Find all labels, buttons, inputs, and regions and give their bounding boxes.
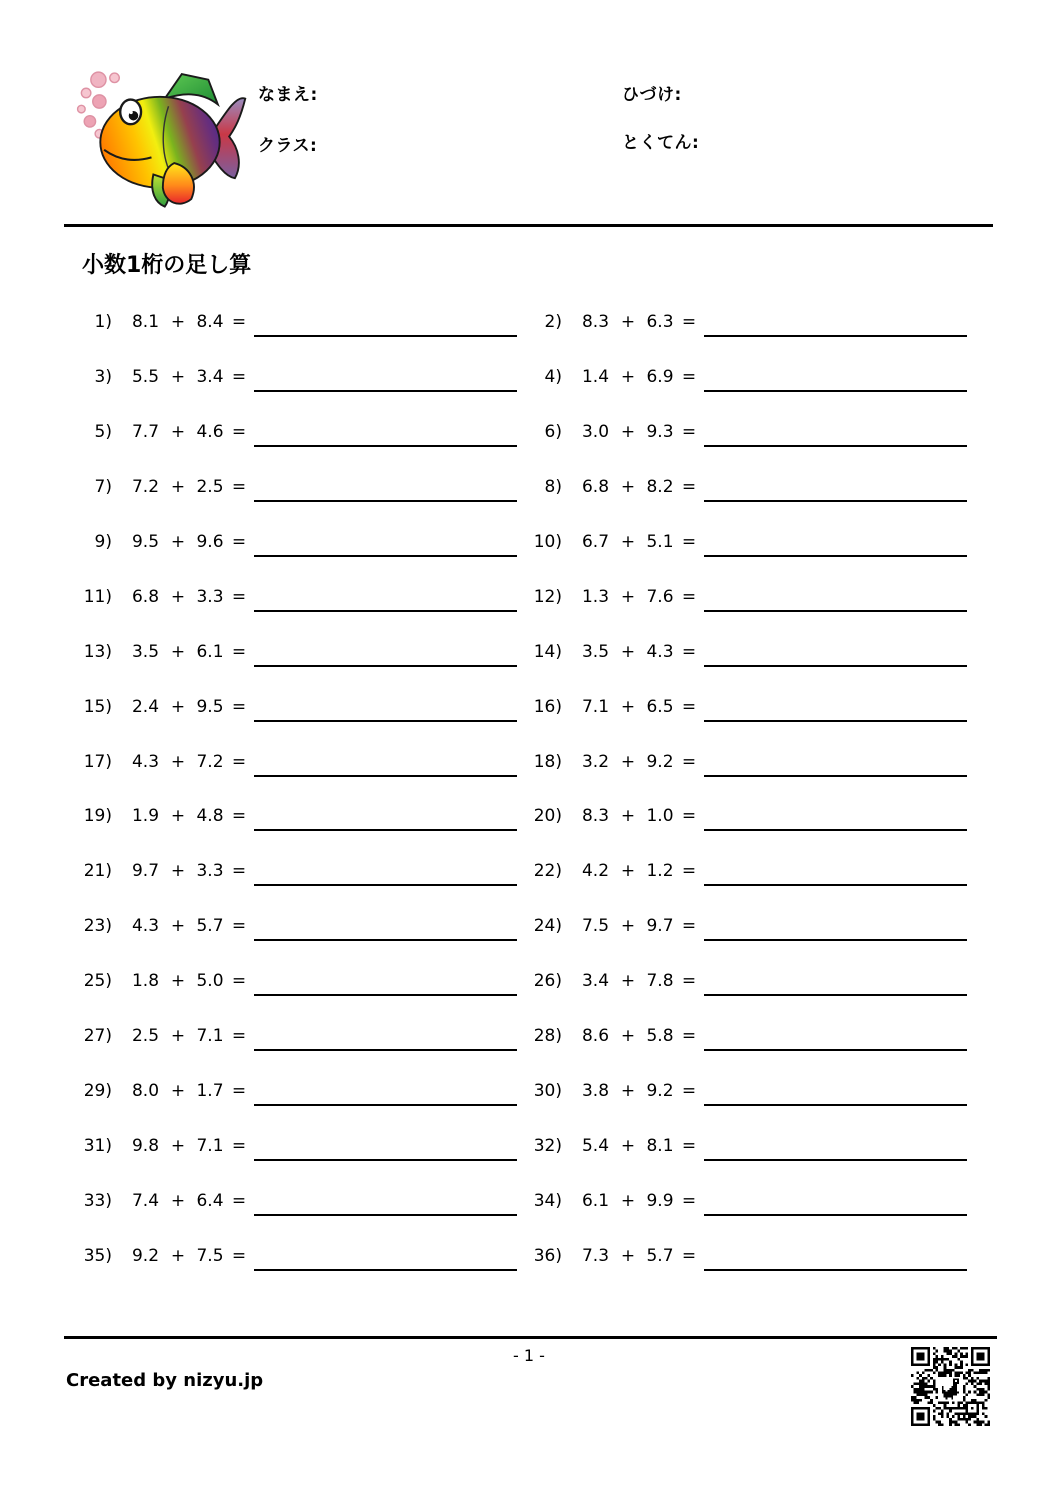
problem-number: 13) bbox=[83, 641, 112, 662]
problem-number: 10) bbox=[533, 532, 562, 552]
problem-number: 30) bbox=[533, 1080, 562, 1101]
plus-sign: + bbox=[620, 861, 636, 882]
operand-b: 3.4 bbox=[196, 367, 224, 388]
equals-sign: = bbox=[681, 477, 697, 498]
problem-item bbox=[528, 734, 978, 789]
problem-number: 31) bbox=[83, 1135, 112, 1156]
answer-line bbox=[254, 555, 517, 557]
answer-line bbox=[254, 775, 517, 777]
plus-sign: + bbox=[170, 641, 186, 662]
plus-sign: + bbox=[170, 586, 186, 607]
problem-item bbox=[78, 460, 528, 515]
problem-item bbox=[78, 624, 528, 679]
operand-b: 5.1 bbox=[646, 532, 674, 552]
problem-number: 11) bbox=[83, 586, 112, 607]
plus-sign: + bbox=[620, 806, 636, 827]
answer-line bbox=[254, 884, 517, 886]
page-number: - 1 - bbox=[513, 1346, 545, 1365]
problem-number: 25) bbox=[83, 971, 112, 992]
plus-sign: + bbox=[170, 751, 186, 772]
problem-item bbox=[78, 295, 528, 350]
equals-sign: = bbox=[231, 641, 247, 662]
problem-item bbox=[528, 405, 978, 460]
equals-sign: = bbox=[231, 477, 247, 498]
plus-sign: + bbox=[620, 1026, 636, 1047]
plus-sign: + bbox=[620, 1080, 636, 1101]
plus-sign: + bbox=[170, 532, 186, 552]
equals-sign: = bbox=[231, 1245, 247, 1266]
answer-line bbox=[704, 445, 967, 447]
operand-b: 9.2 bbox=[646, 1080, 674, 1101]
operand-b: 3.3 bbox=[196, 586, 224, 607]
equals-sign: = bbox=[231, 532, 247, 552]
answer-line bbox=[704, 1269, 967, 1271]
problem-item bbox=[78, 789, 528, 844]
plus-sign: + bbox=[170, 806, 186, 827]
problem-number: 32) bbox=[533, 1135, 562, 1156]
plus-sign: + bbox=[170, 422, 186, 443]
problem-number: 35) bbox=[83, 1245, 112, 1266]
operand-a: 8.1 bbox=[131, 312, 160, 333]
problem-item bbox=[528, 350, 978, 405]
equals-sign: = bbox=[681, 1190, 697, 1211]
equals-sign: = bbox=[231, 971, 247, 992]
equals-sign: = bbox=[231, 916, 247, 937]
equals-sign: = bbox=[681, 422, 697, 443]
problem-item bbox=[78, 1228, 528, 1283]
problem-number: 26) bbox=[533, 971, 562, 992]
operand-b: 9.6 bbox=[196, 532, 224, 552]
answer-line bbox=[254, 500, 517, 502]
problem-item bbox=[528, 1118, 978, 1173]
plus-sign: + bbox=[170, 477, 186, 498]
operand-b: 6.3 bbox=[646, 312, 674, 333]
plus-sign: + bbox=[170, 1135, 186, 1156]
plus-sign: + bbox=[620, 532, 636, 552]
problem-number: 12) bbox=[533, 586, 562, 607]
problem-number: 22) bbox=[533, 861, 562, 882]
answer-line bbox=[704, 994, 967, 996]
plus-sign: + bbox=[620, 477, 636, 498]
problem-item bbox=[78, 1009, 528, 1064]
plus-sign: + bbox=[620, 971, 636, 992]
plus-sign: + bbox=[170, 1190, 186, 1211]
operand-b: 8.2 bbox=[646, 477, 674, 498]
answer-line bbox=[704, 1159, 967, 1161]
problem-number: 3) bbox=[94, 367, 112, 388]
problem-item bbox=[528, 295, 978, 350]
problem-number: 1) bbox=[94, 312, 112, 333]
plus-sign: + bbox=[620, 751, 636, 772]
problem-number: 28) bbox=[533, 1026, 562, 1047]
problems-grid bbox=[78, 295, 978, 1283]
problem-item bbox=[528, 789, 978, 844]
answer-line bbox=[704, 720, 967, 722]
equals-sign: = bbox=[681, 1026, 697, 1047]
equals-sign: = bbox=[681, 861, 697, 882]
problem-item bbox=[78, 1063, 528, 1118]
credit-text: Created by nizyu.jp bbox=[66, 1370, 264, 1391]
problem-item bbox=[528, 1228, 978, 1283]
problem-number: 4) bbox=[544, 367, 562, 388]
operand-b: 6.9 bbox=[646, 367, 674, 388]
plus-sign: + bbox=[620, 1135, 636, 1156]
operand-a: 6.8 bbox=[581, 477, 610, 498]
plus-sign: + bbox=[170, 696, 186, 717]
plus-sign: + bbox=[620, 1190, 636, 1211]
problem-item bbox=[528, 679, 978, 734]
operand-a: 2.5 bbox=[131, 1026, 160, 1047]
operand-b: 9.5 bbox=[196, 696, 224, 717]
plus-sign: + bbox=[620, 367, 636, 388]
problem-number: 27) bbox=[83, 1026, 112, 1047]
problem-number: 34) bbox=[533, 1190, 562, 1211]
equals-sign: = bbox=[681, 641, 697, 662]
operand-a: 9.8 bbox=[131, 1135, 160, 1156]
problem-item bbox=[78, 844, 528, 899]
equals-sign: = bbox=[681, 1080, 697, 1101]
equals-sign: = bbox=[681, 806, 697, 827]
footer-divider bbox=[64, 1336, 997, 1339]
operand-a: 4.2 bbox=[581, 861, 610, 882]
operand-a: 6.8 bbox=[131, 586, 160, 607]
operand-b: 7.2 bbox=[196, 751, 224, 772]
operand-a: 3.5 bbox=[581, 641, 610, 662]
problem-number: 5) bbox=[94, 422, 112, 443]
answer-line bbox=[254, 445, 517, 447]
operand-b: 5.8 bbox=[646, 1026, 674, 1047]
answer-line bbox=[254, 994, 517, 996]
operand-a: 8.3 bbox=[581, 806, 610, 827]
fish-image bbox=[70, 66, 250, 209]
plus-sign: + bbox=[620, 1245, 636, 1266]
problem-number: 2) bbox=[544, 312, 562, 333]
problem-item bbox=[528, 899, 978, 954]
problem-item bbox=[528, 1173, 978, 1228]
equals-sign: = bbox=[231, 861, 247, 882]
answer-line bbox=[704, 500, 967, 502]
equals-sign: = bbox=[231, 1190, 247, 1211]
operand-b: 6.4 bbox=[196, 1190, 224, 1211]
answer-line bbox=[704, 390, 967, 392]
equals-sign: = bbox=[231, 1080, 247, 1101]
problem-number: 21) bbox=[83, 861, 112, 882]
equals-sign: = bbox=[231, 696, 247, 717]
operand-b: 7.8 bbox=[646, 971, 674, 992]
problem-item bbox=[78, 954, 528, 1009]
answer-line bbox=[254, 1269, 517, 1271]
fish-body bbox=[100, 97, 219, 188]
problem-number: 29) bbox=[83, 1080, 112, 1101]
operand-a: 3.0 bbox=[581, 422, 610, 443]
equals-sign: = bbox=[231, 312, 247, 333]
date-label: ひづけ: bbox=[622, 85, 682, 105]
plus-sign: + bbox=[170, 971, 186, 992]
operand-a: 3.5 bbox=[131, 641, 160, 662]
operand-b: 7.1 bbox=[196, 1026, 224, 1047]
operand-a: 4.3 bbox=[131, 751, 160, 772]
answer-line bbox=[704, 829, 967, 831]
equals-sign: = bbox=[681, 696, 697, 717]
plus-sign: + bbox=[170, 1026, 186, 1047]
problem-item bbox=[78, 679, 528, 734]
plus-sign: + bbox=[620, 586, 636, 607]
problem-number: 19) bbox=[83, 806, 112, 827]
problem-item bbox=[528, 624, 978, 679]
operand-b: 8.4 bbox=[196, 312, 224, 333]
problem-item bbox=[78, 1173, 528, 1228]
answer-line bbox=[704, 1049, 967, 1051]
operand-a: 8.6 bbox=[581, 1026, 610, 1047]
answer-line bbox=[254, 335, 517, 337]
problem-item bbox=[78, 350, 528, 405]
operand-b: 6.1 bbox=[196, 641, 224, 662]
equals-sign: = bbox=[681, 1135, 697, 1156]
operand-a: 5.4 bbox=[581, 1135, 610, 1156]
name-label: なまえ: bbox=[258, 85, 318, 105]
operand-a: 4.3 bbox=[131, 916, 160, 937]
answer-line bbox=[704, 775, 967, 777]
problem-item bbox=[528, 515, 978, 570]
answer-line bbox=[704, 335, 967, 337]
operand-a: 1.3 bbox=[581, 586, 610, 607]
problem-number: 6) bbox=[544, 422, 562, 443]
answer-line bbox=[704, 610, 967, 612]
plus-sign: + bbox=[170, 1080, 186, 1101]
equals-sign: = bbox=[681, 971, 697, 992]
operand-a: 7.7 bbox=[131, 422, 160, 443]
answer-line bbox=[704, 555, 967, 557]
problem-item bbox=[528, 1063, 978, 1118]
operand-b: 7.6 bbox=[646, 586, 674, 607]
plus-sign: + bbox=[620, 312, 636, 333]
problem-number: 20) bbox=[533, 806, 562, 827]
equals-sign: = bbox=[681, 586, 697, 607]
plus-sign: + bbox=[170, 312, 186, 333]
operand-b: 5.0 bbox=[196, 971, 224, 992]
operand-b: 7.1 bbox=[196, 1135, 224, 1156]
operand-a: 3.2 bbox=[581, 751, 610, 772]
answer-line bbox=[704, 1214, 967, 1216]
problem-item bbox=[78, 405, 528, 460]
operand-a: 1.8 bbox=[131, 971, 160, 992]
header-divider bbox=[64, 224, 993, 227]
problem-number: 14) bbox=[533, 641, 562, 662]
operand-a: 3.8 bbox=[581, 1080, 610, 1101]
answer-line bbox=[254, 390, 517, 392]
answer-line bbox=[704, 665, 967, 667]
plus-sign: + bbox=[620, 422, 636, 443]
problem-number: 15) bbox=[83, 696, 112, 717]
plus-sign: + bbox=[620, 641, 636, 662]
problem-item bbox=[78, 569, 528, 624]
operand-a: 5.5 bbox=[131, 367, 160, 388]
operand-a: 1.9 bbox=[131, 806, 160, 827]
operand-b: 9.9 bbox=[646, 1190, 674, 1211]
plus-sign: + bbox=[620, 696, 636, 717]
equals-sign: = bbox=[231, 422, 247, 443]
operand-a: 7.2 bbox=[131, 477, 160, 498]
operand-b: 6.5 bbox=[646, 696, 674, 717]
problem-item bbox=[78, 734, 528, 789]
operand-a: 3.4 bbox=[581, 971, 610, 992]
operand-a: 7.5 bbox=[581, 916, 610, 937]
answer-line bbox=[254, 720, 517, 722]
operand-b: 9.7 bbox=[646, 916, 674, 937]
operand-b: 3.3 bbox=[196, 861, 224, 882]
problem-item bbox=[78, 1118, 528, 1173]
problem-item bbox=[528, 844, 978, 899]
equals-sign: = bbox=[681, 367, 697, 388]
plus-sign: + bbox=[170, 916, 186, 937]
operand-a: 8.3 bbox=[581, 312, 610, 333]
answer-line bbox=[254, 665, 517, 667]
equals-sign: = bbox=[231, 586, 247, 607]
problem-number: 16) bbox=[533, 696, 562, 717]
equals-sign: = bbox=[681, 312, 697, 333]
operand-a: 8.0 bbox=[131, 1080, 160, 1101]
operand-b: 4.6 bbox=[196, 422, 224, 443]
problem-number: 8) bbox=[544, 477, 562, 498]
answer-line bbox=[704, 939, 967, 941]
problem-item bbox=[528, 954, 978, 1009]
operand-b: 4.8 bbox=[196, 806, 224, 827]
operand-b: 1.7 bbox=[196, 1080, 224, 1101]
equals-sign: = bbox=[681, 532, 697, 552]
answer-line bbox=[254, 1049, 517, 1051]
problem-number: 17) bbox=[83, 751, 112, 772]
operand-a: 7.3 bbox=[581, 1245, 610, 1266]
score-label: とくてん: bbox=[622, 133, 700, 153]
operand-a: 6.1 bbox=[581, 1190, 610, 1211]
qr-code bbox=[911, 1347, 990, 1426]
operand-a: 1.4 bbox=[581, 367, 610, 388]
equals-sign: = bbox=[231, 367, 247, 388]
equals-sign: = bbox=[681, 1245, 697, 1266]
operand-b: 9.3 bbox=[646, 422, 674, 443]
answer-line bbox=[254, 1214, 517, 1216]
problem-item bbox=[528, 460, 978, 515]
problem-number: 9) bbox=[94, 532, 112, 552]
operand-b: 1.0 bbox=[646, 806, 674, 827]
plus-sign: + bbox=[620, 916, 636, 937]
answer-line bbox=[254, 610, 517, 612]
fish-eye bbox=[120, 100, 141, 125]
operand-b: 4.3 bbox=[646, 641, 674, 662]
operand-a: 9.2 bbox=[131, 1245, 160, 1266]
operand-b: 7.5 bbox=[196, 1245, 224, 1266]
plus-sign: + bbox=[170, 861, 186, 882]
equals-sign: = bbox=[231, 806, 247, 827]
problem-item bbox=[78, 899, 528, 954]
class-label: クラス: bbox=[258, 136, 318, 156]
operand-a: 7.4 bbox=[131, 1190, 160, 1211]
problem-number: 7) bbox=[94, 477, 112, 498]
answer-line bbox=[704, 1104, 967, 1106]
problem-item bbox=[528, 569, 978, 624]
plus-sign: + bbox=[170, 367, 186, 388]
operand-b: 8.1 bbox=[646, 1135, 674, 1156]
answer-line bbox=[254, 829, 517, 831]
problem-number: 24) bbox=[533, 916, 562, 937]
equals-sign: = bbox=[231, 751, 247, 772]
operand-a: 9.7 bbox=[131, 861, 160, 882]
problem-number: 33) bbox=[83, 1190, 112, 1211]
problem-item bbox=[78, 515, 528, 570]
operand-a: 9.5 bbox=[131, 532, 160, 552]
equals-sign: = bbox=[231, 1135, 247, 1156]
answer-line bbox=[254, 939, 517, 941]
operand-b: 9.2 bbox=[646, 751, 674, 772]
operand-b: 2.5 bbox=[196, 477, 224, 498]
equals-sign: = bbox=[681, 751, 697, 772]
answer-line bbox=[704, 884, 967, 886]
operand-a: 6.7 bbox=[581, 532, 610, 552]
operand-a: 2.4 bbox=[131, 696, 160, 717]
answer-line bbox=[254, 1104, 517, 1106]
operand-b: 1.2 bbox=[646, 861, 674, 882]
equals-sign: = bbox=[681, 916, 697, 937]
answer-line bbox=[254, 1159, 517, 1161]
operand-a: 7.1 bbox=[581, 696, 610, 717]
problem-number: 23) bbox=[83, 916, 112, 937]
problem-number: 36) bbox=[533, 1245, 562, 1266]
problem-item bbox=[528, 1009, 978, 1064]
plus-sign: + bbox=[170, 1245, 186, 1266]
equals-sign: = bbox=[231, 1026, 247, 1047]
operand-b: 5.7 bbox=[646, 1245, 674, 1266]
problem-number: 18) bbox=[533, 751, 562, 772]
worksheet-title: 小数1桁の足し算 bbox=[82, 253, 252, 278]
operand-b: 5.7 bbox=[196, 916, 224, 937]
